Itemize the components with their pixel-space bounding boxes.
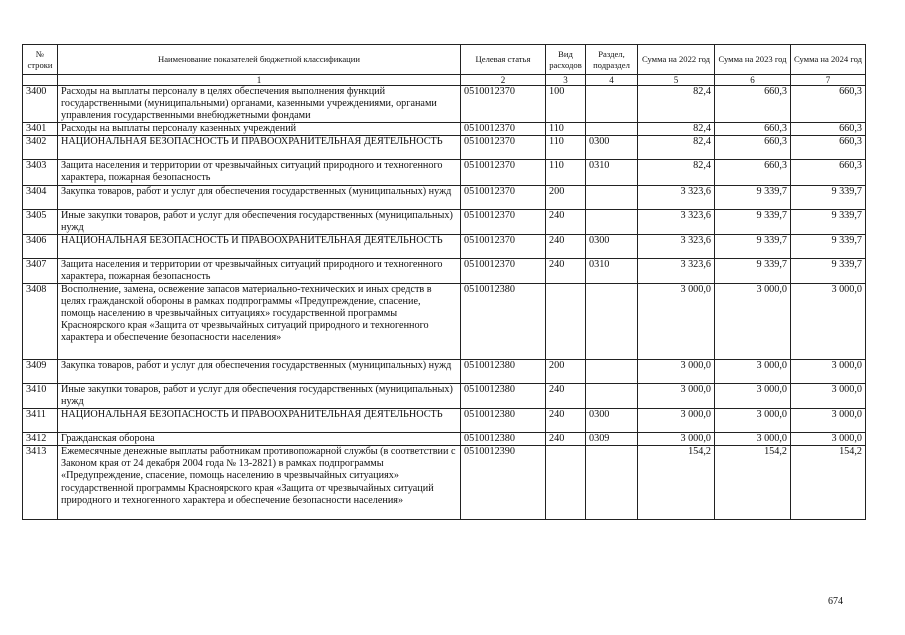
section <box>586 86 638 123</box>
column-number: 3 <box>546 75 586 86</box>
target-article: 0510012380 <box>461 409 546 433</box>
column-number: 6 <box>715 75 791 86</box>
sum-2024: 660,3 <box>791 136 866 160</box>
expense-type: 110 <box>546 123 586 136</box>
row-number: 3408 <box>23 283 58 359</box>
expense-type: 110 <box>546 160 586 185</box>
table-row <box>23 383 866 408</box>
indicator-name: Восполнение, замена, освежение запасов материально-технических и иных средств в целях гражданской обороны в рамках подпрограммы «Предупреждение, спасение, помощь населению в чрезвычайных ситуациях» государственной программы Красноярского края «Защита от чрезвычайных ситуаций природного и техногенного характера и обеспечение безопасности населения» <box>58 283 461 359</box>
expense-type: 100 <box>546 86 586 123</box>
section <box>586 123 638 136</box>
indicator-name: Закупка товаров, работ и услуг для обеспечения государственных (муниципальных) нужд <box>58 185 461 209</box>
expense-type: 240 <box>546 209 586 234</box>
target-article: 0510012380 <box>461 359 546 383</box>
table-row <box>23 160 866 185</box>
expense-type: 240 <box>546 409 586 433</box>
target-article: 0510012370 <box>461 185 546 209</box>
table-row <box>23 86 866 123</box>
header-expense-type: Вид расходов <box>546 45 586 75</box>
header-section: Раздел, подраздел <box>586 45 638 75</box>
sum-2024: 9 339,7 <box>791 258 866 283</box>
row-number: 3409 <box>23 359 58 383</box>
sum-2023: 660,3 <box>715 136 791 160</box>
header-indicator-name: Наименование показателей бюджетной классификации <box>58 45 461 75</box>
row-number: 3412 <box>23 433 58 446</box>
section <box>586 446 638 520</box>
indicator-name: НАЦИОНАЛЬНАЯ БЕЗОПАСНОСТЬ И ПРАВООХРАНИТЕЛЬНАЯ ДЕЯТЕЛЬНОСТЬ <box>58 136 461 160</box>
section: 0300 <box>586 409 638 433</box>
page-number: 674 <box>828 596 843 607</box>
sum-2022: 82,4 <box>638 160 715 185</box>
sum-2024: 9 339,7 <box>791 234 866 258</box>
expense-type: 200 <box>546 185 586 209</box>
section <box>586 383 638 408</box>
budget-table <box>22 44 866 520</box>
sum-2022: 3 000,0 <box>638 409 715 433</box>
indicator-name: Расходы на выплаты персоналу казенных учреждений <box>58 123 461 136</box>
section: 0310 <box>586 258 638 283</box>
target-article: 0510012370 <box>461 86 546 123</box>
table-row <box>23 136 866 160</box>
sum-2022: 82,4 <box>638 123 715 136</box>
sum-2024: 3 000,0 <box>791 433 866 446</box>
section: 0310 <box>586 160 638 185</box>
target-article: 0510012380 <box>461 283 546 359</box>
sum-2024: 660,3 <box>791 86 866 123</box>
row-number: 3403 <box>23 160 58 185</box>
sum-2024: 3 000,0 <box>791 409 866 433</box>
indicator-name: Защита населения и территории от чрезвычайных ситуаций природного и техногенного характера, пожарная безопасность <box>58 160 461 185</box>
target-article: 0510012370 <box>461 258 546 283</box>
expense-type: 110 <box>546 136 586 160</box>
table-body <box>23 86 866 520</box>
table-row <box>23 123 866 136</box>
target-article: 0510012370 <box>461 234 546 258</box>
sum-2022: 3 000,0 <box>638 383 715 408</box>
indicator-name: Расходы на выплаты персоналу в целях обеспечения выполнения функций государственными (муниципальными) органами, казенными учреждениями, органами управления государственными внебюджетными фондами <box>58 86 461 123</box>
sum-2023: 660,3 <box>715 123 791 136</box>
section <box>586 209 638 234</box>
column-number: 5 <box>638 75 715 86</box>
table-row <box>23 258 866 283</box>
sum-2024: 3 000,0 <box>791 283 866 359</box>
sum-2022: 3 000,0 <box>638 433 715 446</box>
row-number: 3407 <box>23 258 58 283</box>
row-number: 3413 <box>23 446 58 520</box>
sum-2022: 3 000,0 <box>638 283 715 359</box>
header-sum-2023: Сумма на 2023 год <box>715 45 791 75</box>
indicator-name: Иные закупки товаров, работ и услуг для обеспечения государственных (муниципальных) нужд <box>58 209 461 234</box>
row-number: 3401 <box>23 123 58 136</box>
table-row <box>23 409 866 433</box>
table-row <box>23 185 866 209</box>
indicator-name: Ежемесячные денежные выплаты работникам противопожарной службы (в соответствии с Законом края от 24 декабря 2004 года № 13-2821) в рамках подпрограммы «Предупреждение, спасение, помощь населению в чрезвычайных ситуациях» государственной программы Красноярского края «Защита от чрезвычайных ситуаций природного и техногенного характера и обеспечение безопасности населения» <box>58 446 461 520</box>
sum-2022: 154,2 <box>638 446 715 520</box>
target-article: 0510012370 <box>461 136 546 160</box>
section <box>586 185 638 209</box>
header-sum-2024: Сумма на 2024 год <box>791 45 866 75</box>
indicator-name: Гражданская оборона <box>58 433 461 446</box>
sum-2024: 3 000,0 <box>791 359 866 383</box>
section: 0309 <box>586 433 638 446</box>
expense-type: 240 <box>546 383 586 408</box>
table-row <box>23 446 866 520</box>
row-number: 3410 <box>23 383 58 408</box>
sum-2024: 660,3 <box>791 160 866 185</box>
sum-2023: 9 339,7 <box>715 258 791 283</box>
indicator-name: Закупка товаров, работ и услуг для обеспечения государственных (муниципальных) нужд <box>58 359 461 383</box>
target-article: 0510012380 <box>461 433 546 446</box>
sum-2024: 3 000,0 <box>791 383 866 408</box>
expense-type: 200 <box>546 359 586 383</box>
column-number: 7 <box>791 75 866 86</box>
target-article: 0510012370 <box>461 209 546 234</box>
indicator-name: НАЦИОНАЛЬНАЯ БЕЗОПАСНОСТЬ И ПРАВООХРАНИТЕЛЬНАЯ ДЕЯТЕЛЬНОСТЬ <box>58 234 461 258</box>
sum-2023: 9 339,7 <box>715 209 791 234</box>
table-row <box>23 433 866 446</box>
sum-2023: 660,3 <box>715 86 791 123</box>
sum-2022: 3 323,6 <box>638 234 715 258</box>
sum-2023: 3 000,0 <box>715 383 791 408</box>
sum-2023: 3 000,0 <box>715 359 791 383</box>
sum-2022: 3 323,6 <box>638 258 715 283</box>
header-sum-2022: Сумма на 2022 год <box>638 45 715 75</box>
column-number-row <box>23 75 866 86</box>
target-article: 0510012390 <box>461 446 546 520</box>
column-number: 1 <box>58 75 461 86</box>
sum-2023: 3 000,0 <box>715 433 791 446</box>
sum-2022: 3 323,6 <box>638 209 715 234</box>
sum-2022: 3 000,0 <box>638 359 715 383</box>
row-number: 3405 <box>23 209 58 234</box>
sum-2023: 9 339,7 <box>715 185 791 209</box>
sum-2024: 9 339,7 <box>791 185 866 209</box>
target-article: 0510012370 <box>461 123 546 136</box>
header-row-number: № строки <box>23 45 58 75</box>
section: 0300 <box>586 234 638 258</box>
sum-2024: 154,2 <box>791 446 866 520</box>
header-target-article: Целевая статья <box>461 45 546 75</box>
sum-2023: 154,2 <box>715 446 791 520</box>
sum-2023: 660,3 <box>715 160 791 185</box>
table-row <box>23 359 866 383</box>
row-number: 3411 <box>23 409 58 433</box>
indicator-name: Иные закупки товаров, работ и услуг для обеспечения государственных (муниципальных) нужд <box>58 383 461 408</box>
sum-2024: 9 339,7 <box>791 209 866 234</box>
sum-2023: 9 339,7 <box>715 234 791 258</box>
sum-2024: 660,3 <box>791 123 866 136</box>
section <box>586 359 638 383</box>
expense-type: 240 <box>546 234 586 258</box>
table-row <box>23 209 866 234</box>
row-number: 3400 <box>23 86 58 123</box>
target-article: 0510012370 <box>461 160 546 185</box>
expense-type <box>546 446 586 520</box>
section <box>586 283 638 359</box>
expense-type: 240 <box>546 433 586 446</box>
row-number: 3402 <box>23 136 58 160</box>
table-row <box>23 234 866 258</box>
sum-2023: 3 000,0 <box>715 409 791 433</box>
sum-2022: 3 323,6 <box>638 185 715 209</box>
expense-type <box>546 283 586 359</box>
sum-2023: 3 000,0 <box>715 283 791 359</box>
row-number: 3406 <box>23 234 58 258</box>
section: 0300 <box>586 136 638 160</box>
expense-type: 240 <box>546 258 586 283</box>
column-number: 4 <box>586 75 638 86</box>
table-row <box>23 283 866 359</box>
target-article: 0510012380 <box>461 383 546 408</box>
indicator-name: Защита населения и территории от чрезвычайных ситуаций природного и техногенного характера, пожарная безопасность <box>58 258 461 283</box>
column-number <box>23 75 58 86</box>
sum-2022: 82,4 <box>638 136 715 160</box>
column-number: 2 <box>461 75 546 86</box>
header-row <box>23 45 866 75</box>
indicator-name: НАЦИОНАЛЬНАЯ БЕЗОПАСНОСТЬ И ПРАВООХРАНИТЕЛЬНАЯ ДЕЯТЕЛЬНОСТЬ <box>58 409 461 433</box>
row-number: 3404 <box>23 185 58 209</box>
sum-2022: 82,4 <box>638 86 715 123</box>
